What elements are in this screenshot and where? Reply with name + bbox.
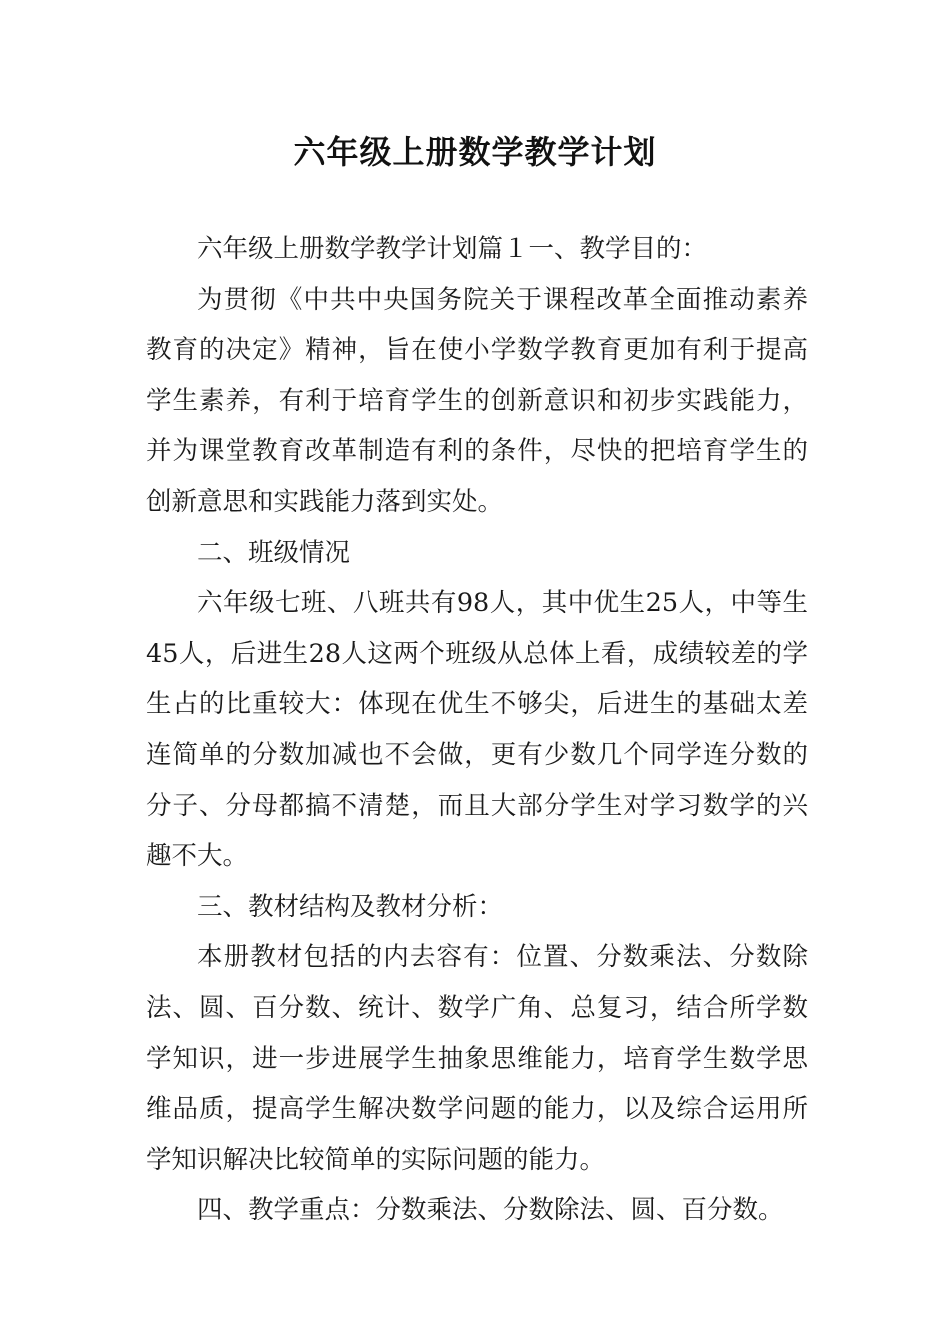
- document-body: [146, 224, 808, 1236]
- paragraph-objectives: 为贯彻《中共中央国务院关于课程改革全面推动素养教育的决定》精神，旨在使小学数学教育更加有利于提高学生素养，有利于培育学生的创新意识和初步实践能力，并为课堂教育改革制造有利的条件，尽快的把培育学生的创新意思和实践能力落到实处。: [146, 284, 808, 517]
- paragraph-heading-objectives: 六年级上册数学教学计划篇１一、教学目的：: [197, 234, 708, 264]
- paragraph-class-situation: 六年级七班、八班共有98人，其中优生25人，中等生45人，后进生28人这两个班级从总体上看，成绩较差的学生占的比重较大：体现在优生不够尖，后进生的基础太差连简单的分数加减也不会做，更有少数几个同学连分数的分子、分母都搞不清楚，而且大部分学生对学习数学的兴趣不大。: [146, 588, 808, 872]
- paragraph-teaching-focus: 四、教学重点：分数乘法、分数除法、圆、百分数。: [197, 1195, 784, 1226]
- paragraph-heading-class: 二、班级情况: [197, 537, 351, 568]
- paragraph-heading-textbook: 三、教材结构及教材分析：: [197, 891, 504, 922]
- paragraph-textbook-analysis: 本册教材包括的内去容有：位置、分数乘法、分数除法、圆、百分数、统计、数学广角、总复习，结合所学数学知识，进一步进展学生抽象思维能力，培育学生数学思维品质，提高学生解决数学问题的能力，以及综合运用所学知识解决比较简单的实际问题的能力。: [146, 942, 808, 1175]
- document-title: 六年级上册数学教学计划: [293, 133, 657, 171]
